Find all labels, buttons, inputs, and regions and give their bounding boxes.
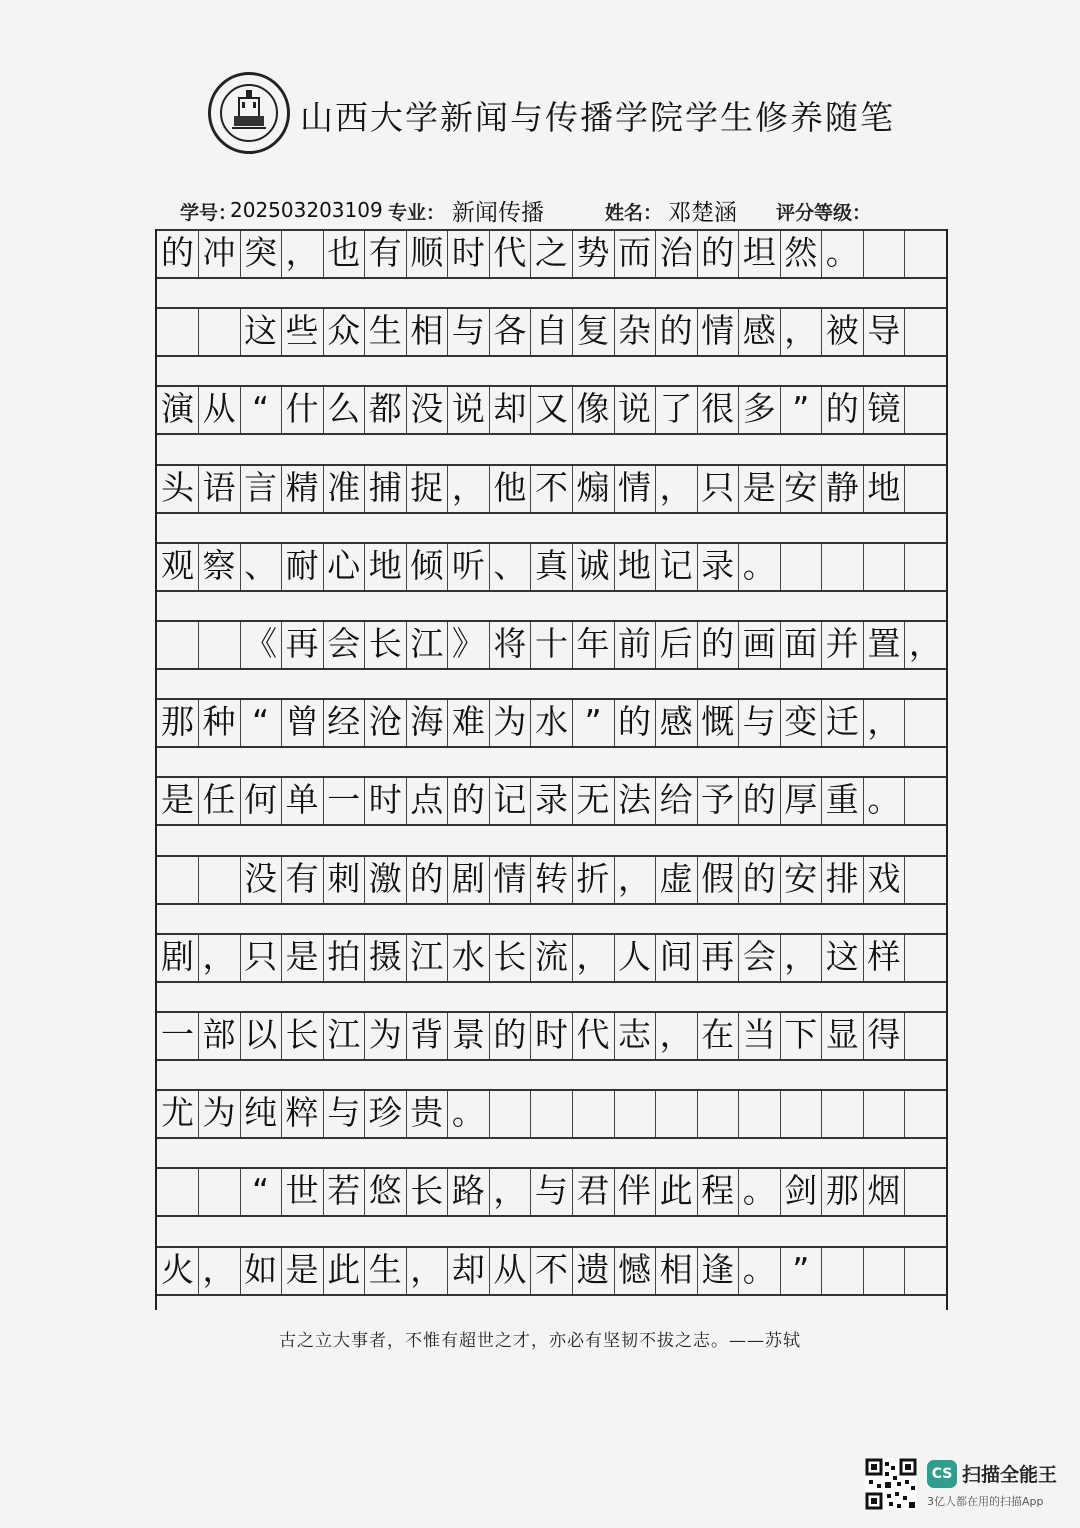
- grid-cell: 《: [240, 622, 282, 668]
- grid-cell: 却: [489, 387, 531, 433]
- grid-cell: 伴: [614, 1169, 656, 1215]
- grid-cell: 的: [614, 700, 656, 746]
- grid-cell: 时: [448, 231, 490, 277]
- grid-cell: 地: [614, 544, 656, 590]
- grid-cell: 人: [614, 935, 656, 981]
- app-name: 扫描全能王: [962, 1464, 1058, 1486]
- grid-cell: [905, 387, 946, 433]
- grid-row: [157, 1246, 946, 1296]
- grid-cell: [905, 1248, 946, 1294]
- grid-cell: ，: [656, 466, 698, 512]
- grid-cell: 会: [323, 622, 365, 668]
- grid-cell: 时: [365, 778, 407, 824]
- grid-cell: [905, 778, 946, 824]
- grid-cell: 再: [697, 935, 739, 981]
- grid-cell: 下: [780, 1013, 822, 1059]
- grid-cell: 贵: [406, 1091, 448, 1137]
- grid-cell: 为: [199, 1091, 241, 1137]
- grid-cell: 十: [531, 622, 573, 668]
- grid-cell: 众: [323, 309, 365, 355]
- grid-cell: 的: [157, 231, 199, 277]
- grid-cell: 各: [489, 309, 531, 355]
- grid-cell: 情: [614, 466, 656, 512]
- grid-cell: 遗: [573, 1248, 615, 1294]
- qr-code-icon: [865, 1458, 917, 1510]
- grid-cell: 杂: [614, 309, 656, 355]
- grid-cell: 说: [614, 387, 656, 433]
- grid-cell: 慨: [697, 700, 739, 746]
- grid-cell: [905, 309, 946, 355]
- grid-cell: 只: [697, 466, 739, 512]
- grid-cell: 的: [489, 1013, 531, 1059]
- grid-cell: ，: [199, 1248, 241, 1294]
- grid-cell: 不: [531, 1248, 573, 1294]
- grid-cell: [199, 1169, 241, 1215]
- grid-cell: 演: [157, 387, 199, 433]
- grid-row: [157, 385, 946, 435]
- major-value: 新闻传播: [452, 200, 544, 226]
- grid-cell: 火: [157, 1248, 199, 1294]
- grid-cell: 的: [697, 231, 739, 277]
- grid-cell: 那: [157, 700, 199, 746]
- grid-cell: 生: [365, 309, 407, 355]
- grid-cell: [531, 1091, 573, 1137]
- grid-cell: 自: [531, 309, 573, 355]
- grid-cell: 地: [365, 544, 407, 590]
- grid-cell: 世: [282, 1169, 324, 1215]
- grid-cell: 有: [365, 231, 407, 277]
- grid-cell: [199, 309, 241, 355]
- university-seal-icon: [208, 72, 290, 154]
- grid-cell: 海: [406, 700, 448, 746]
- grid-cell: ，: [656, 1013, 698, 1059]
- grid-cell: [573, 1091, 615, 1137]
- grid-cell: 却: [448, 1248, 490, 1294]
- grid-cell: 此: [656, 1169, 698, 1215]
- grid-cell: 种: [199, 700, 241, 746]
- grid-cell: “: [240, 1169, 282, 1215]
- grid-cell: [905, 1013, 946, 1059]
- grid-cell: 并: [822, 622, 864, 668]
- grid-row: [157, 698, 946, 748]
- grid-cell: 他: [489, 466, 531, 512]
- grid-cell: 感: [739, 309, 781, 355]
- grid-cell: 珍: [365, 1091, 407, 1137]
- grid-cell: 江: [323, 1013, 365, 1059]
- grid-cell: 是: [739, 466, 781, 512]
- grid-cell: 长: [489, 935, 531, 981]
- grid-cell: 么: [323, 387, 365, 433]
- page-title: 山西大学新闻与传播学院学生修养随笔: [300, 98, 895, 137]
- grid-cell: 安: [780, 857, 822, 903]
- grid-cell: 年: [573, 622, 615, 668]
- grid-cell: 得: [863, 1013, 905, 1059]
- grid-cell: 的: [739, 778, 781, 824]
- grid-cell: 被: [822, 309, 864, 355]
- camscanner-logo-icon: CS: [927, 1460, 957, 1488]
- grid-cell: 曾: [282, 700, 324, 746]
- grid-cell: 沧: [365, 700, 407, 746]
- grid-cell: 说: [448, 387, 490, 433]
- grid-cell: 画: [739, 622, 781, 668]
- grid-cell: ，: [780, 309, 822, 355]
- grid-cell: [157, 1169, 199, 1215]
- grid-cell: 导: [863, 309, 905, 355]
- grid-cell: 会: [739, 935, 781, 981]
- grid-cell: 、: [240, 544, 282, 590]
- grid-cell: 折: [573, 857, 615, 903]
- grid-cell: [739, 1091, 781, 1137]
- grid-cell: 录: [697, 544, 739, 590]
- grid-cell: 诚: [573, 544, 615, 590]
- grid-cell: 排: [822, 857, 864, 903]
- grid-cell: [905, 466, 946, 512]
- grid-cell: 有: [282, 857, 324, 903]
- grid-cell: 的: [406, 857, 448, 903]
- grid-cell: 时: [531, 1013, 573, 1059]
- grid-cell: 与: [739, 700, 781, 746]
- grid-cell: 相: [406, 309, 448, 355]
- grid-cell: 尤: [157, 1091, 199, 1137]
- grid-cell: [905, 1091, 946, 1137]
- grid-cell: 冲: [199, 231, 241, 277]
- grid-row: [157, 1089, 946, 1139]
- student-id-label: 学号：: [180, 202, 238, 224]
- grid-cell: 言: [240, 466, 282, 512]
- grid-cell: [199, 622, 241, 668]
- grid-cell: 长: [282, 1013, 324, 1059]
- grid-cell: 若: [323, 1169, 365, 1215]
- grid-cell: 拍: [323, 935, 365, 981]
- grid-cell: 剧: [157, 935, 199, 981]
- grid-cell: 水: [448, 935, 490, 981]
- student-info-row: [0, 194, 1080, 226]
- grid-cell: 、: [489, 544, 531, 590]
- grid-cell: ”: [573, 700, 615, 746]
- grid-cell: 语: [199, 466, 241, 512]
- grid-cell: 的: [448, 778, 490, 824]
- grid-cell: 多: [739, 387, 781, 433]
- grid-cell: 与: [323, 1091, 365, 1137]
- grid-cell: 观: [157, 544, 199, 590]
- grid-cell: 剧: [448, 857, 490, 903]
- grid-cell: 当: [739, 1013, 781, 1059]
- grid-cell: 的: [822, 387, 864, 433]
- grid-cell: 这: [822, 935, 864, 981]
- grid-cell: 粹: [282, 1091, 324, 1137]
- grid-cell: 为: [489, 700, 531, 746]
- grid-cell: 路: [448, 1169, 490, 1215]
- grid-cell: 剑: [780, 1169, 822, 1215]
- grid-cell: 难: [448, 700, 490, 746]
- grid-cell: ，: [863, 700, 905, 746]
- grid-cell: 煽: [573, 466, 615, 512]
- grid-cell: [614, 1091, 656, 1137]
- grid-cell: 置: [863, 622, 905, 668]
- name-value: 邓楚涵: [668, 200, 737, 226]
- grid-cell: 记: [489, 778, 531, 824]
- grid-cell: 录: [531, 778, 573, 824]
- grid-cell: 从: [199, 387, 241, 433]
- grid-cell: 复: [573, 309, 615, 355]
- grid-cell: ，: [448, 466, 490, 512]
- grid-cell: ，: [489, 1169, 531, 1215]
- grid-cell: 倾: [406, 544, 448, 590]
- grid-cell: 为: [365, 1013, 407, 1059]
- grid-cell: 安: [780, 466, 822, 512]
- footer-quote: 古之立大事者，不惟有超世之才，亦必有坚韧不拔之志。——苏轼: [279, 1331, 801, 1351]
- grid-cell: 那: [822, 1169, 864, 1215]
- grid-cell: 而: [614, 231, 656, 277]
- grid-cell: ，: [199, 935, 241, 981]
- grid-cell: 假: [697, 857, 739, 903]
- grid-cell: 此: [323, 1248, 365, 1294]
- grid-cell: [863, 544, 905, 590]
- grid-cell: 厚: [780, 778, 822, 824]
- grid-cell: 水: [531, 700, 573, 746]
- grid-cell: [822, 1091, 864, 1137]
- grid-cell: [863, 1091, 905, 1137]
- grid-cell: 情: [697, 309, 739, 355]
- grid-cell: 重: [822, 778, 864, 824]
- grid-cell: 一: [323, 778, 365, 824]
- grid-cell: 。: [739, 1169, 781, 1215]
- grid-cell: 察: [199, 544, 241, 590]
- grid-cell: 长: [406, 1169, 448, 1215]
- grid-cell: 给: [656, 778, 698, 824]
- grid-cell: ”: [780, 387, 822, 433]
- grid-cell: 情: [489, 857, 531, 903]
- grid-cell: [905, 544, 946, 590]
- grid-cell: 突: [240, 231, 282, 277]
- grid-cell: 真: [531, 544, 573, 590]
- grid-cell: 地: [863, 466, 905, 512]
- grid-cell: 法: [614, 778, 656, 824]
- grid-cell: 与: [448, 309, 490, 355]
- grid-row: [157, 1011, 946, 1061]
- grid-cell: [780, 1091, 822, 1137]
- major-label: 专业：: [388, 202, 446, 224]
- grid-cell: 不: [531, 466, 573, 512]
- grid-cell: “: [240, 387, 282, 433]
- grid-cell: [905, 700, 946, 746]
- grid-cell: 虚: [656, 857, 698, 903]
- grid-row: [157, 620, 946, 670]
- grid-cell: 如: [240, 1248, 282, 1294]
- grid-cell: 很: [697, 387, 739, 433]
- grid-cell: 江: [406, 622, 448, 668]
- grid-cell: [656, 1091, 698, 1137]
- grid-cell: 激: [365, 857, 407, 903]
- grid-cell: 。: [448, 1091, 490, 1137]
- grid-cell: 。: [739, 1248, 781, 1294]
- grid-cell: 纯: [240, 1091, 282, 1137]
- grid-cell: [157, 857, 199, 903]
- grid-cell: 耐: [282, 544, 324, 590]
- grid-cell: ，: [780, 935, 822, 981]
- grid-cell: 治: [656, 231, 698, 277]
- grid-cell: 烟: [863, 1169, 905, 1215]
- grid-cell: [199, 857, 241, 903]
- grid-cell: 。: [822, 231, 864, 277]
- grid-cell: 没: [406, 387, 448, 433]
- grid-cell: 坦: [739, 231, 781, 277]
- grid-row: [157, 229, 946, 279]
- grid-cell: 记: [656, 544, 698, 590]
- grid-cell: 摄: [365, 935, 407, 981]
- grid-cell: [780, 544, 822, 590]
- grid-cell: ，: [573, 935, 615, 981]
- name-label: 姓名：: [605, 202, 663, 224]
- grid-cell: 经: [323, 700, 365, 746]
- grid-cell: [822, 1248, 864, 1294]
- grid-cell: 江: [406, 935, 448, 981]
- grid-cell: [697, 1091, 739, 1137]
- grid-cell: ，: [282, 231, 324, 277]
- grid-cell: [863, 1248, 905, 1294]
- grid-cell: 是: [282, 935, 324, 981]
- grid-row: [157, 776, 946, 826]
- grid-cell: 志: [614, 1013, 656, 1059]
- grid-cell: ，: [908, 624, 942, 663]
- grid-cell: 悠: [365, 1169, 407, 1215]
- grid-cell: [905, 1169, 946, 1215]
- grid-cell: 何: [240, 778, 282, 824]
- grid-cell: 任: [199, 778, 241, 824]
- grid-cell: [905, 231, 946, 277]
- grid-cell: 的: [739, 857, 781, 903]
- grid-cell: 捕: [365, 466, 407, 512]
- grid-row: [157, 855, 946, 905]
- grid-cell: 没: [240, 857, 282, 903]
- grid-cell: 君: [573, 1169, 615, 1215]
- grid-cell: 了: [656, 387, 698, 433]
- grid-cell: 势: [573, 231, 615, 277]
- grid-cell: 刺: [323, 857, 365, 903]
- grid-cell: 像: [573, 387, 615, 433]
- grid-cell: 予: [697, 778, 739, 824]
- grid-cell: 心: [323, 544, 365, 590]
- grid-cell: 在: [697, 1013, 739, 1059]
- grid-cell: 单: [282, 778, 324, 824]
- grid-cell: [157, 309, 199, 355]
- grid-cell: 无: [573, 778, 615, 824]
- grid-row: [157, 464, 946, 514]
- grid-cell: 的: [656, 309, 698, 355]
- grid-cell: 流: [531, 935, 573, 981]
- grid-cell: 点: [406, 778, 448, 824]
- grid-row: [157, 933, 946, 983]
- grid-cell: 与: [531, 1169, 573, 1215]
- grid-cell: ，: [614, 857, 656, 903]
- grid-cell: [905, 857, 946, 903]
- grid-cell: 准: [323, 466, 365, 512]
- grid-cell: 以: [240, 1013, 282, 1059]
- grid-cell: 代: [489, 231, 531, 277]
- grid-cell: 样: [863, 935, 905, 981]
- grid-cell: [905, 935, 946, 981]
- grid-cell: 精: [282, 466, 324, 512]
- app-slogan: 3亿人都在用的扫描App: [927, 1495, 1044, 1508]
- grid-cell: 将: [489, 622, 531, 668]
- grid-cell: 从: [489, 1248, 531, 1294]
- grid-cell: “: [240, 700, 282, 746]
- grid-cell: 再: [282, 622, 324, 668]
- grid-cell: 顺: [406, 231, 448, 277]
- grid-row: [157, 1167, 946, 1217]
- grid-cell: 长: [365, 622, 407, 668]
- grid-cell: 之: [531, 231, 573, 277]
- grid-cell: 部: [199, 1013, 241, 1059]
- grid-cell: 头: [157, 466, 199, 512]
- grid-cell: 相: [656, 1248, 698, 1294]
- grid-cell: 是: [157, 778, 199, 824]
- grid-cell: 捉: [406, 466, 448, 512]
- grid-cell: 》: [448, 622, 490, 668]
- grid-cell: 间: [656, 935, 698, 981]
- grid-cell: 景: [448, 1013, 490, 1059]
- grid-cell: 这: [240, 309, 282, 355]
- grid-cell: 变: [780, 700, 822, 746]
- grid-cell: [157, 622, 199, 668]
- grid-cell: [822, 544, 864, 590]
- grid-cell: 都: [365, 387, 407, 433]
- grid-cell: 是: [282, 1248, 324, 1294]
- grid-row: [157, 542, 946, 592]
- grid-cell: [863, 231, 905, 277]
- grid-cell: ”: [780, 1248, 822, 1294]
- grid-cell: ，: [406, 1248, 448, 1294]
- grid-cell: 面: [780, 622, 822, 668]
- grid-cell: 。: [739, 544, 781, 590]
- grid-cell: 些: [282, 309, 324, 355]
- grid-cell: 镜: [863, 387, 905, 433]
- grid-cell: [489, 1091, 531, 1137]
- grid-cell: 听: [448, 544, 490, 590]
- grid-cell: 程: [697, 1169, 739, 1215]
- grid-cell: 的: [697, 622, 739, 668]
- grid-cell: 。: [863, 778, 905, 824]
- grid-row: [157, 307, 946, 357]
- grid-cell: 然: [780, 231, 822, 277]
- grid-cell: 只: [240, 935, 282, 981]
- grid-cell: 憾: [614, 1248, 656, 1294]
- grid-cell: 迁: [822, 700, 864, 746]
- grid-cell: 显: [822, 1013, 864, 1059]
- grid-cell: 什: [282, 387, 324, 433]
- grid-cell: 感: [656, 700, 698, 746]
- grid-cell: 前: [614, 622, 656, 668]
- grid-cell: 转: [531, 857, 573, 903]
- grid-cell: 后: [656, 622, 698, 668]
- grid-cell: 代: [573, 1013, 615, 1059]
- grid-cell: 静: [822, 466, 864, 512]
- student-id-value: 202503203109: [230, 198, 383, 222]
- grid-cell: 背: [406, 1013, 448, 1059]
- grade-label: 评分等级：: [776, 202, 872, 224]
- grid-cell: 戏: [863, 857, 905, 903]
- grid-cell: 也: [323, 231, 365, 277]
- grid-cell: 逢: [697, 1248, 739, 1294]
- grid-cell: 又: [531, 387, 573, 433]
- grid-cell: 一: [157, 1013, 199, 1059]
- grid-cell: 生: [365, 1248, 407, 1294]
